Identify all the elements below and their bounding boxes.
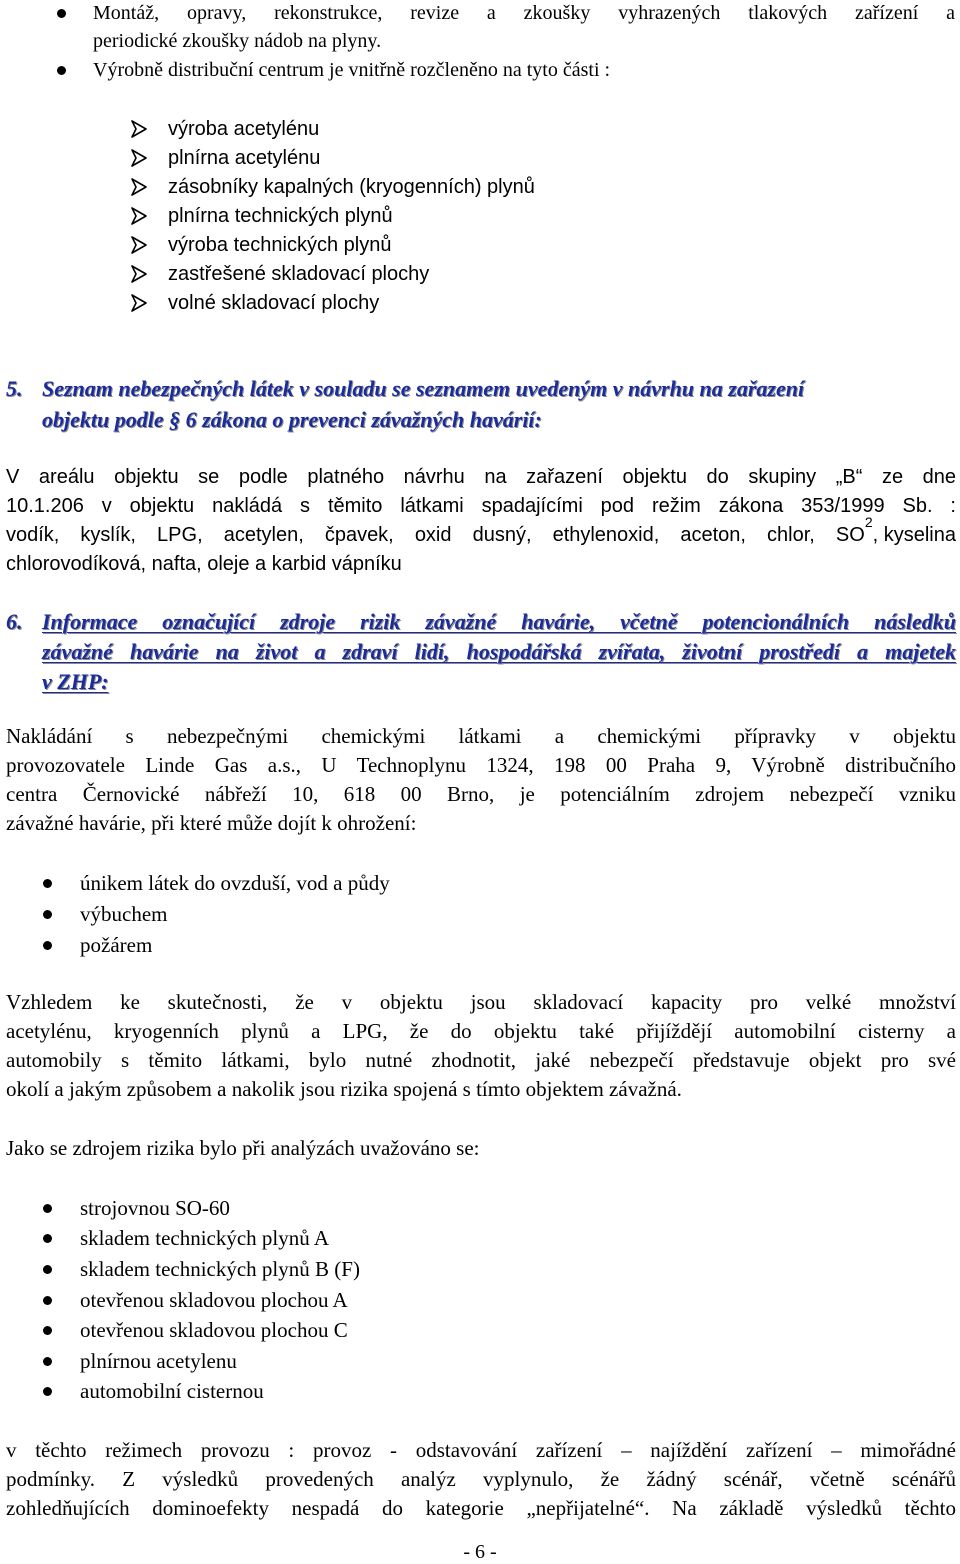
bullet-icon	[43, 1234, 52, 1243]
s6para2-line: okolí a jakým způsobem a nakolik jsou rizika spojená s tímto objektem závažná.	[6, 1077, 682, 1101]
top-bullet-1-line2: periodické zkoušky nádob na plyny.	[93, 30, 382, 52]
arrow-bullet-icon	[131, 120, 147, 138]
top-bullet-1-line1: Montáž, opravy, rekonstrukce, revize a zkoušky vyhrazených tlakových zařízení a	[93, 2, 955, 24]
part-item: plnírna technických plynů	[168, 205, 393, 227]
arrow-bullet-icon	[131, 149, 147, 167]
sources-item: otevřenou skladovou plochou A	[80, 1288, 348, 1312]
arrow-bullet-icon	[131, 178, 147, 196]
sources-item: automobilní cisternou	[80, 1379, 264, 1403]
sources-item: otevřenou skladovou plochou C	[80, 1318, 348, 1342]
top-bullet-2: Výrobně distribuční centrum je vnitřně rozčleněno na tyto části :	[93, 59, 611, 81]
bullet-icon	[43, 1296, 52, 1305]
section5-para-line1: V areálu objektu se podle platného návrhu na zařazení objektu do skupiny „B“ ze dne	[6, 466, 956, 488]
bullet-icon	[43, 941, 52, 950]
section6-heading-line2: závažné havárie na život a zdraví lidí, hospodářská zvířata, životní prostředí a majetek	[42, 639, 956, 664]
bullet-icon	[43, 879, 52, 888]
s6para-line: Nakládání s nebezpečnými chemickými látkami a chemickými přípravky v objektu	[6, 724, 956, 748]
s6para4-line: podmínky. Z výsledků provedených analýz vyplynulo, že žádný scénář, včetně scénářů	[6, 1467, 956, 1491]
section5-para-line2: 10.1.206 v objektu nakládá s těmito látkami spadajícími pod režim zákona 353/1999 Sb. :	[6, 495, 956, 517]
arrow-bullet-icon	[131, 236, 147, 254]
part-item: volné skladovací plochy	[168, 292, 380, 314]
section5-heading-line2: objektu podle § 6 zákona o prevenci závažných havárií:	[42, 407, 542, 432]
section5-para-line4: chlorovodíková, nafta, oleje a karbid vápníku	[6, 553, 402, 575]
threats-item: výbuchem	[80, 902, 168, 926]
section6-heading-line3: v ZHP:	[42, 669, 109, 694]
page-number: - 6 -	[463, 1541, 497, 1563]
section5-number: 5.	[6, 376, 23, 401]
s6para-line: centra Černovické nábřeží 10, 618 00 Brno, je potenciálním zdrojem nebezpečí vzniku	[6, 782, 956, 806]
bullet-icon	[43, 1387, 52, 1396]
sources-item: plnírnou acetylenu	[80, 1349, 237, 1373]
bullet-icon	[43, 1204, 52, 1213]
section5-para-line3	[6, 514, 956, 548]
sources-item: skladem technických plynů B (F)	[80, 1257, 360, 1281]
section5-heading-line1: Seznam nebezpečných látek v souladu se seznamem uvedeným v návrhu na zařazení	[42, 376, 805, 401]
s6para4-line: v těchto režimech provozu : provoz - odstavování zařízení – najíždění zařízení – mimořádné	[6, 1438, 956, 1462]
s6para2-line: acetylénu, kryogenních plynů a LPG, že do objektu také přijíždějí automobilní cisterny a	[6, 1019, 956, 1043]
section6-number: 6.	[6, 609, 23, 634]
s6para-line: provozovatele Linde Gas a.s., U Technoplynu 1324, 198 00 Praha 9, Výrobně distribučního	[6, 753, 956, 777]
sources-item: strojovnou SO-60	[80, 1196, 230, 1220]
bullet-icon	[43, 1326, 52, 1335]
section6-para3: Jako se zdrojem rizika bylo při analýzách uvažováno se:	[6, 1136, 480, 1160]
so2-subscript: 2	[864, 514, 873, 530]
bullet-icon	[43, 1357, 52, 1366]
bullet-icon	[57, 66, 66, 75]
bullet-icon	[57, 9, 66, 18]
part-item: zásobníky kapalných (kryogenních) plynů	[168, 176, 535, 198]
section6-heading-line1: Informace označující zdroje rizik závažné havárie, včetně potencionálních následků	[42, 609, 956, 634]
arrow-bullet-icon	[131, 207, 147, 225]
sources-item: skladem technických plynů A	[80, 1226, 330, 1250]
threats-item: požárem	[80, 933, 153, 957]
arrow-bullet-icon	[131, 294, 147, 312]
arrow-bullet-icon	[131, 265, 147, 283]
bullet-icon	[43, 910, 52, 919]
section5-para-line3b: , kyselina	[872, 524, 956, 546]
s6para2-line: Vzhledem ke skutečnosti, že v objektu jsou skladovací kapacity pro velké množství	[6, 990, 956, 1014]
s6para-line: závažné havárie, při které může dojít k ohrožení:	[6, 811, 417, 835]
threats-item: únikem látek do ovzduší, vod a půdy	[80, 871, 390, 895]
part-item: výroba technických plynů	[168, 234, 392, 256]
part-item: plnírna acetylénu	[168, 147, 321, 169]
s6para2-line: automobily s těmito látkami, bylo nutné zhodnotit, jaké nebezpečí představuje objekt pro své	[6, 1048, 956, 1072]
bullet-icon	[43, 1265, 52, 1274]
part-item: výroba acetylénu	[168, 118, 320, 140]
s6para4-line: zohledňujících dominoefekty nespadá do kategorie „nepřijatelné“. Na základě výsledků těchto	[6, 1496, 956, 1520]
section5-para-line3a: vodík, kyslík, LPG, acetylen, čpavek, oxid dusný, ethylenoxid, aceton, chlor, SO	[6, 524, 865, 546]
part-item: zastřešené skladovací plochy	[168, 263, 430, 285]
